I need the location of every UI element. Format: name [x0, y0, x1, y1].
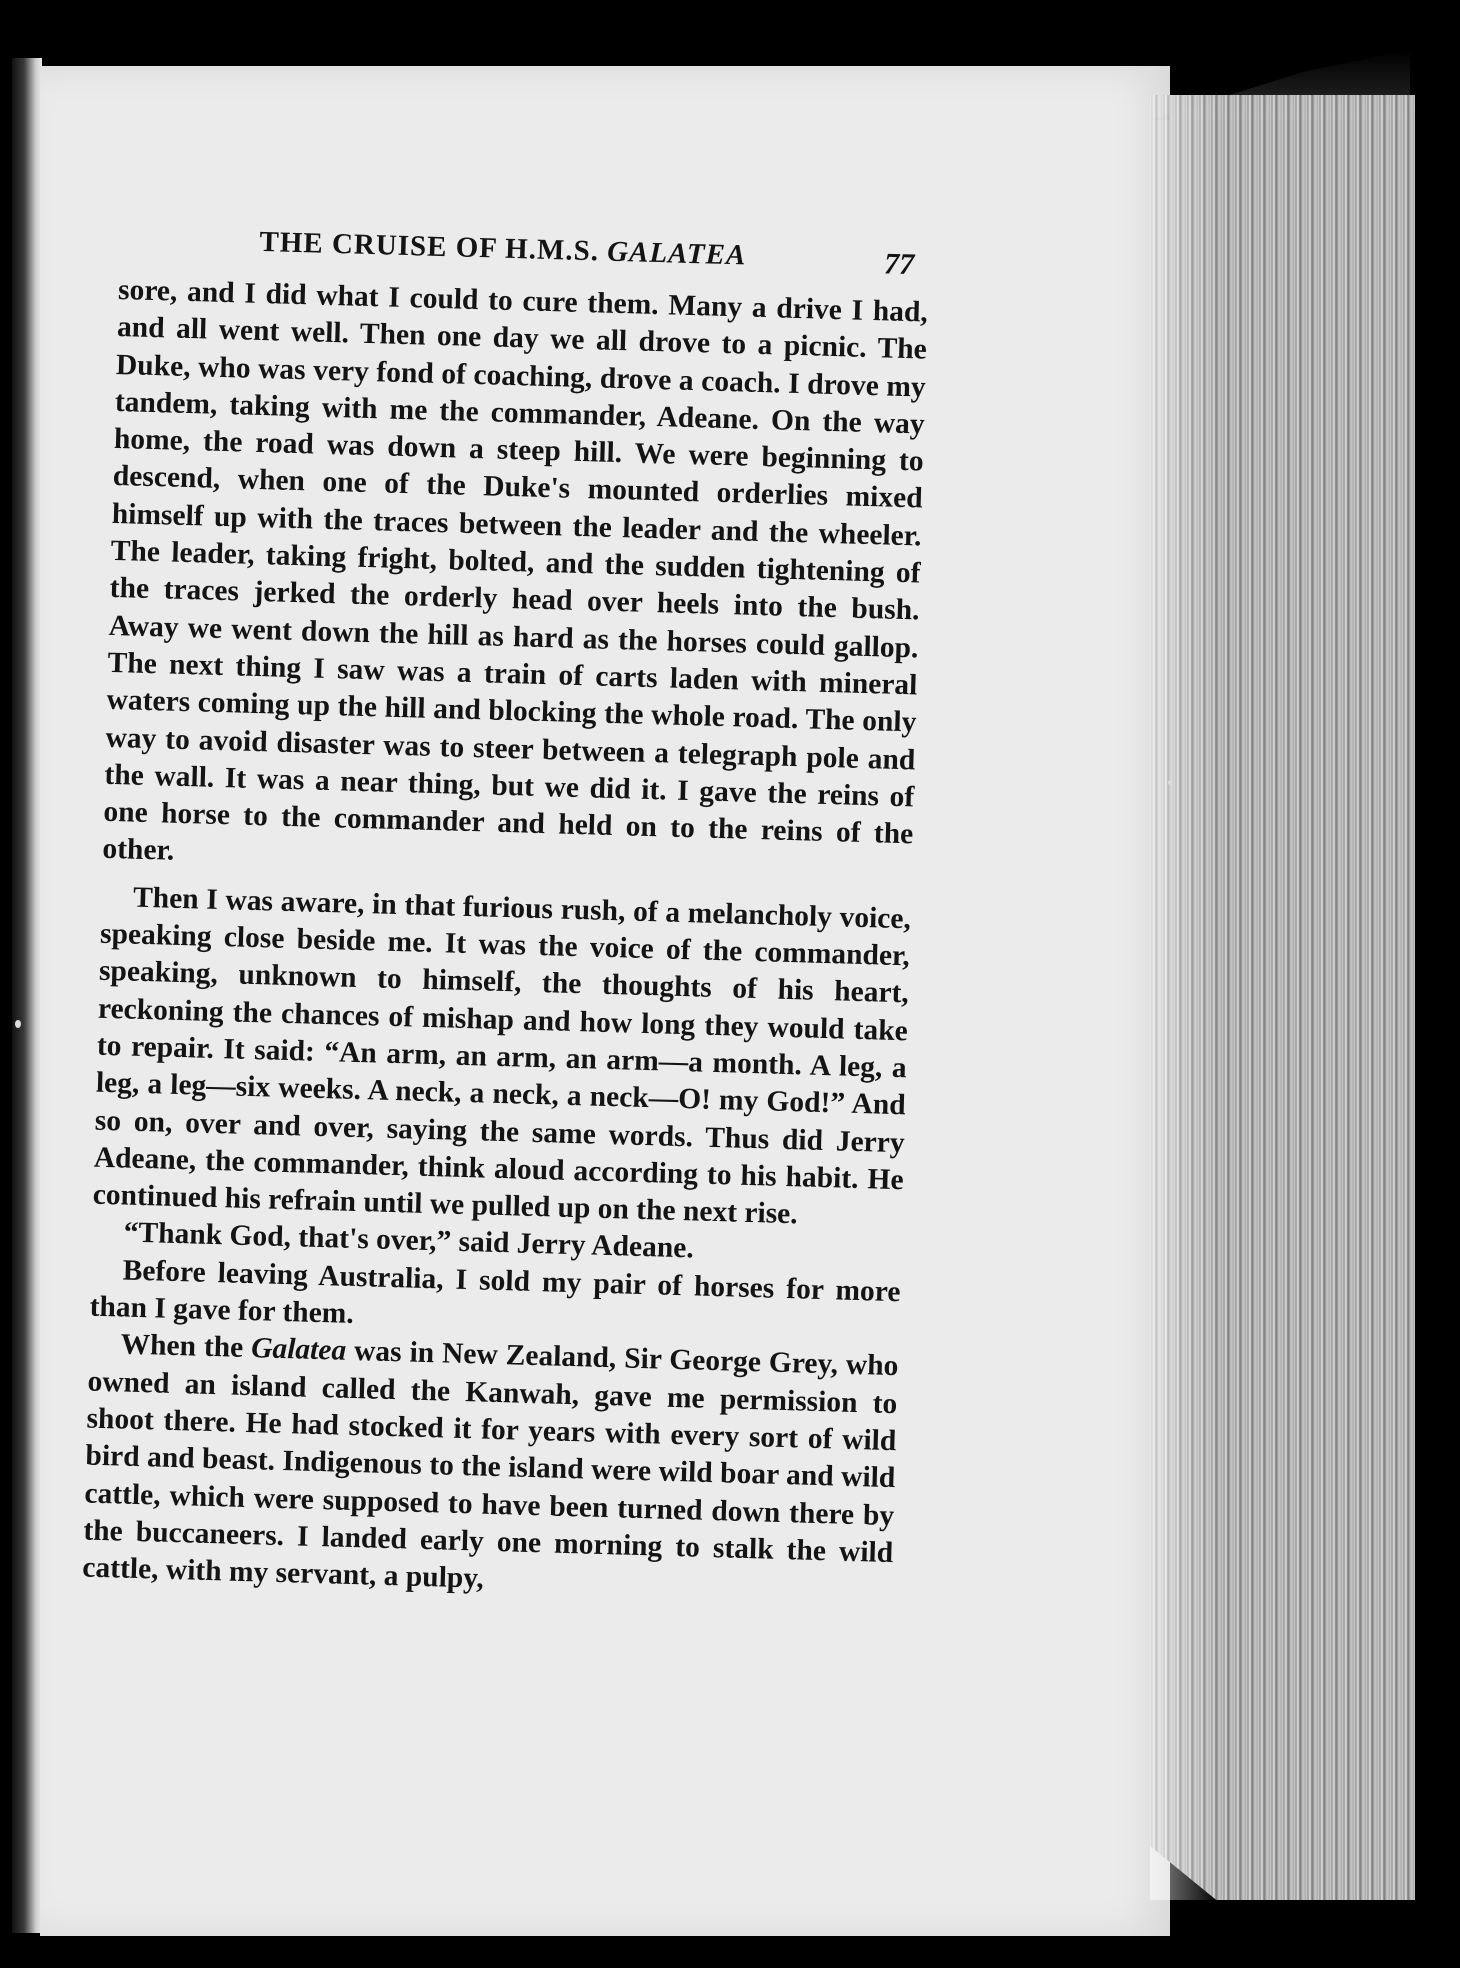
- paragraph: “Thank God, that's over,” said Jerry Adeane.: [123, 1216, 695, 1265]
- dust-speck: [1168, 780, 1172, 785]
- running-head-prefix: THE CRUISE OF H.M.S.: [259, 225, 608, 268]
- paragraph: [82, 1326, 899, 1610]
- paragraph-text: was in New Zealand, Sir George Grey, who owned an island called the Kanwah, gave me permission to shoot there. He had stocked it for years with every sort of wild bird and beast. Indigenous to the island were wild boar and wild cattle, which were supposed to have been turned down there by the buccaneers. I landed early one morning to stalk the wild cattle, with my servant, a pulpy,: [81, 1335, 899, 1595]
- paragraph: Then I was aware, in that furious rush, of a melancholy voice, speaking close beside me. It was the voice of the commander, speaking, unknown to himself, the thoughts of his heart, reckoning the chances of mishap and how long they would take to repair. It said: “An arm, an arm, an arm—a month. A leg, a leg, a leg—six weeks. A neck, a neck, a neck—O! my God!” And so on, over and over, saying the same words. Thus did Jerry Adeane, the commander, think aloud according to his habit. He continued his refrain until we pulled up on the next rise.: [92, 881, 912, 1231]
- page-number: 77: [883, 247, 915, 282]
- dust-speck: [15, 1020, 21, 1028]
- page-stack-shade: [1150, 95, 1220, 1900]
- paragraph: Before leaving Australia, I sold my pair of horses for more than I gave for them.: [89, 1254, 901, 1330]
- running-head-ship-name: GALATEA: [606, 235, 747, 272]
- paragraph-text: When the: [120, 1328, 252, 1365]
- ship-name-italic: Galatea: [250, 1332, 347, 1368]
- paragraph: sore, and I did what I could to cure them. Many a drive I had, and all went well. Then one day we all drove to a picnic. The Duke, who was very fond of coaching, drove a coach. I drove my tandem, taking with me the commander, Adeane. On the way home, the road was down a steep hill. We were beginning to descend, when one of the Duke's mounted orderlies mixed himself up with the traces between the leader and the wheeler. The leader, taking fright, bolted, and the sudden tightening of the traces jerked the orderly head over heels into the bush. Away we went down the hill as hard as the horses could gallop. The next thing I saw was a train of carts laden with mineral waters coming up the hill and blocking the whole road. The only way to avoid disaster was to steer between a telegraph pole and the wall. It was a near thing, but we did it. I gave the reins of one horse to the commander and held on to the reins of the other.: [102, 273, 929, 868]
- book-spine-edge: [12, 58, 42, 1933]
- page-text-block: [82, 222, 930, 1609]
